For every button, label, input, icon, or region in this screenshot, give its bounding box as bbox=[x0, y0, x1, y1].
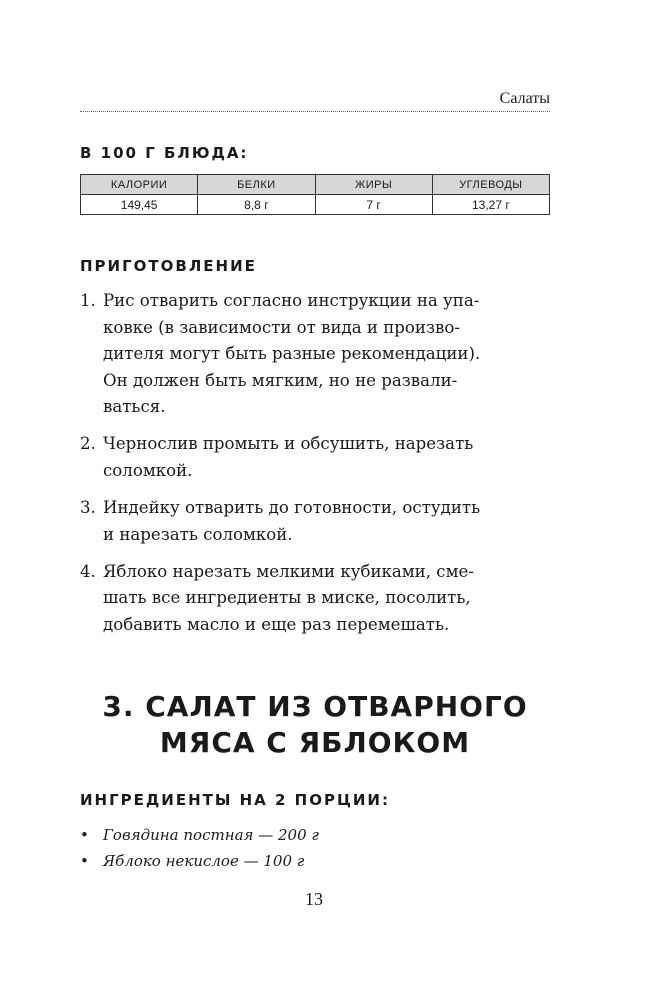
step-number: 4. bbox=[80, 561, 96, 581]
step-item bbox=[80, 288, 550, 421]
bullet-icon: • bbox=[80, 852, 89, 870]
step-line: ковке (в зависимости от вида и произво- bbox=[103, 317, 460, 337]
nutrition-heading: В 100 Г БЛЮДА: bbox=[80, 144, 249, 162]
col-fats: ЖИРЫ bbox=[315, 175, 432, 195]
col-proteins: БЕЛКИ bbox=[198, 175, 315, 195]
step-line: соломкой. bbox=[103, 461, 193, 481]
ingredient-text: Яблоко некислое — 100 г bbox=[103, 852, 305, 870]
recipe-title-line: МЯСА С ЯБЛОКОМ bbox=[159, 726, 471, 759]
step-line: Чернослив промыть и обсушить, нарезать bbox=[103, 434, 474, 454]
step-item bbox=[80, 431, 550, 484]
ingredients-heading: ИНГРЕДИЕНТЫ НА 2 ПОРЦИИ: bbox=[80, 791, 390, 809]
ingredients-list bbox=[80, 822, 550, 874]
recipe-title-line: 3. САЛАТ ИЗ ОТВАРНОГО bbox=[102, 690, 528, 723]
step-line: ваться. bbox=[103, 397, 166, 417]
step-line: Яблоко нарезать мелкими кубиками, сме- bbox=[103, 561, 474, 581]
header-dotted-rule bbox=[80, 111, 550, 112]
col-calories: КАЛОРИИ bbox=[81, 175, 198, 195]
step-line: и нарезать соломкой. bbox=[103, 524, 293, 544]
preparation-steps bbox=[80, 288, 550, 649]
value-fats: 7 г bbox=[315, 195, 432, 215]
value-proteins: 8,8 г bbox=[198, 195, 315, 215]
step-line: дителя могут быть разные рекомендации). bbox=[103, 344, 481, 364]
step-line: Рис отварить согласно инструкции на упа- bbox=[103, 291, 480, 310]
ingredient-item bbox=[80, 848, 550, 874]
running-header-title: Салаты bbox=[499, 90, 550, 107]
recipe-title bbox=[80, 689, 550, 761]
ingredient-text: Говядина постная — 200 г bbox=[103, 826, 319, 844]
step-line: Он должен быть мягким, но не развали- bbox=[103, 370, 458, 390]
step-line: шать все ингредиенты в миске, посолить, bbox=[103, 588, 471, 608]
nutrition-table bbox=[80, 174, 550, 215]
col-carbs: УГЛЕВОДЫ bbox=[432, 175, 549, 195]
nutrition-header-row bbox=[81, 175, 550, 195]
value-calories: 149,45 bbox=[81, 195, 198, 215]
step-line: Индейку отварить до готовности, остудить bbox=[103, 498, 481, 518]
value-carbs: 13,27 г bbox=[432, 195, 549, 215]
step-number: 1. bbox=[80, 291, 96, 310]
bullet-icon: • bbox=[80, 826, 89, 844]
page-number: 13 bbox=[305, 889, 323, 909]
step-line: добавить масло и еще раз перемешать. bbox=[103, 615, 450, 635]
step-item bbox=[80, 559, 550, 639]
step-number: 3. bbox=[80, 498, 96, 518]
nutrition-value-row bbox=[81, 195, 550, 215]
step-item bbox=[80, 495, 550, 548]
ingredient-item bbox=[80, 822, 550, 848]
preparation-heading: ПРИГОТОВЛЕНИЕ bbox=[80, 257, 257, 275]
step-number: 2. bbox=[80, 434, 96, 454]
